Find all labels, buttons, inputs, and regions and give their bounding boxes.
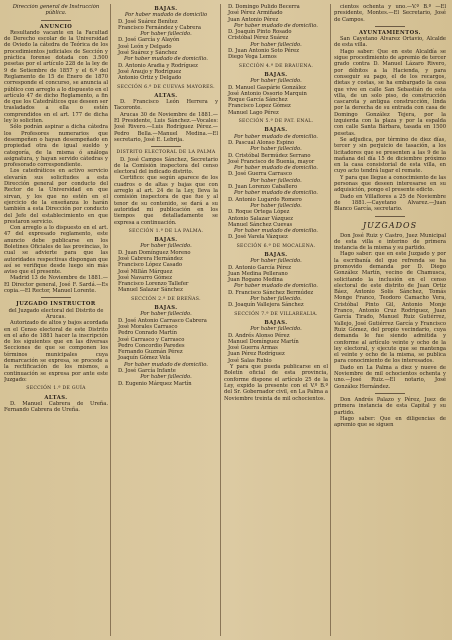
list-item: D. José Guerra Carrasco xyxy=(228,171,292,178)
paragraph: Y para que pueda publicarse en el Boletín oficial de esta provincia, conforme dispone el artículo 25 de la Ley, expido la presente con el V.º B.º del Sr. Gobernador civil, en La Palma a Noviembre treinta de mil ochocientos. xyxy=(224,364,328,402)
paragraph: Los catedráticos en activo servicio elevarán sus solicitudes a esta Dirección general por conducto del Rector de la Universidad en que sirvan, y los que no estén en el ejercicio de la enseñanza lo harán también a esta Dirección por conducto del Jefe del establecimiento en que prestaron servicio. xyxy=(4,168,108,225)
list-item: Francisco Lorenzo Tallefer xyxy=(118,281,189,288)
list-caption: Por haber fallecido. xyxy=(250,177,302,184)
paragraph: Autorizado de altos y bajos acordada en el Censo electoral de este Distrito en el año de 1881 hacer la inscripción de los siguientes que en las diversas Secciones de que se componen los términos municipales cuya demarcación se expresa, se procede a la rectificación de los mismos, a continuación se expresa por ante este Juzgado: xyxy=(4,320,108,383)
list-item: D. Cristóbal Bermúdez Serrano xyxy=(228,152,311,159)
paragraph: Resultando vacante en la Facultad de Derecho escolar de la Universidad de Oviedo la cátedra de Teórica de los procedimientos judiciales de Sección y práctica forense dotada con 3.500 pesetas por el artículo 228 de la ley de 9 de Setiembre de 1857 y el 6.º del Reglamento de 15 de Enero de 1870 corresponde el concurso, se anuncia al público con arreglo a lo dispuesto en el artículo 47 de dicho Reglamento, a fin de que los Catedráticos que deseen ser trasladados a ella o estén comprendidos en el art. 177 de dicha ley lo soliciten. xyxy=(4,29,108,125)
list-item: D. Domingo Pulido Becerra xyxy=(228,4,300,10)
paragraph: San Cayetano Alvarez Ortavio, Alcalde de esta villa. xyxy=(334,36,446,49)
paragraph: Hago saber: Que en este Alcaldía se sigue procedimiento de apremio de tercer grado contra D. Manuel Lázaro Rivero, por débitos a la Hacienda, y para conseguir su pago, el de los recargos, dietas y costas, se ha embargado la casa que vive en calle San Sebastián de esta villa, de un solo piso, de construcción cascarota y antigua construcción, linda por la derecha de su entrada con casa de Domingo González Tejera, por la izquierda con la plaza y por la espalda con calle Santa Bárbara, tasada en 1500 pesetas. xyxy=(334,48,446,137)
list-item: Roque García Sánchez xyxy=(228,97,288,104)
list-item: D. José Suárez Benítez xyxy=(118,18,178,25)
list-item: Francisco Fernández y Cabrera xyxy=(118,24,201,31)
list-caption: Por haber fallecido. xyxy=(140,374,192,381)
list-caption: Por haber fallecido. xyxy=(140,243,192,250)
list-item: Francisco López Casado xyxy=(118,262,183,269)
list-caption: Por haber mudado de domicilio xyxy=(124,12,208,19)
list-item: José León y Delgado xyxy=(118,43,172,50)
list-item: D. Joaquín Vallejera Sánchez xyxy=(228,302,304,309)
list-item: D. Francisco Sánchez Bermúdez xyxy=(228,289,314,296)
list-item: D. Juan Domínguez Moreno xyxy=(118,249,191,256)
list-item: Francisco Lopez Gómez xyxy=(228,103,291,110)
list-item: José Millán Márquez xyxy=(118,268,173,275)
divider xyxy=(375,393,405,394)
list-item: Manuel Lago Pérez xyxy=(228,109,279,116)
paragraph: D. José Campos Sánchez, Secretario de la Comisión inspectora del censo electoral del indicado distrito. xyxy=(114,156,218,176)
paragraph: Don José Ruiz y Castro, Juez Municipal de esta villa e interino de primera instancia de la misma y su partido. xyxy=(334,232,446,252)
list-item: José Salas Rubio xyxy=(228,357,272,364)
list-item: José Guerra Armas xyxy=(228,345,278,352)
paragraph: D. Francisco León Herrera y Tacoronte. xyxy=(114,99,218,112)
subheading: ALTAS. xyxy=(154,92,178,99)
notice-title: JUZGADO INSTRUCTOR xyxy=(16,301,96,308)
subheading: BAJAS. xyxy=(264,71,288,78)
paragraph: Arucas 30 de Noviembre de 1881.—El Presidente, Luis Sánchez.—Vocales: José Rivero.—Luis Rodríguez Pérez.—Pedro Bella.—Manuel Medina.—El secretario, José E. Lebrija. xyxy=(114,111,218,143)
list-item: D. José Antonio Carrasco Cabrera xyxy=(118,317,207,324)
list-item: José Carrasco y Carrasco xyxy=(118,336,185,343)
list-caption: Por haber fallecido. xyxy=(140,31,192,38)
list-caption: Por haber mudado de domicilio. xyxy=(124,56,208,63)
column-divider xyxy=(110,4,111,636)
divider xyxy=(375,26,405,27)
list-item: Juan Pérez Rodríguez xyxy=(228,351,285,358)
list-item: Cristóbal Pérez Suárez xyxy=(228,35,289,42)
paragraph: Madrid 13 de Noviembre de 1881.—El Director general, José F. Sardá.—Es copia.—El Rector, Manuel Lorente. xyxy=(4,275,108,295)
list-item: D. Joaquín Pinto Rosado xyxy=(228,29,292,36)
list-item: D. Juan Lorenzo Caballero xyxy=(228,184,298,191)
list-caption: Por haber mudado de domicilio. xyxy=(124,361,208,368)
list-item: Antonio Ortiz y Delgado xyxy=(118,75,182,82)
list-item: José Suárez y Sánchez xyxy=(118,50,178,57)
column-1 xyxy=(4,4,108,636)
list-caption: Por haber fallecido. xyxy=(250,296,302,303)
section-heading: AYUNTAMIENTOS. xyxy=(359,29,421,36)
list-item: José Morales Carrasco xyxy=(118,323,178,330)
list-caption: Por haber fallecido. xyxy=(250,202,302,209)
paragraph: Hago saber: Que en diligencias de apremio que se siguen xyxy=(334,415,446,429)
paragraph: D. Manuel Cabrera de Ureña. Fernando Cabrera de Ureña. xyxy=(4,400,108,414)
list-item: D. Antonio García Pérez xyxy=(228,264,291,271)
list-item: D. José García y Alayón xyxy=(118,37,180,44)
section-label: SECCIÓN 5.ª DE PAT. ENAL. xyxy=(238,119,314,125)
list-caption: Por haber mudado de domicilio. xyxy=(234,165,318,172)
list-item: D. Antonio Aradia y Rodríguez xyxy=(118,62,198,69)
list-item: Pedro Conrado Martín xyxy=(118,330,177,337)
list-caption: Por haber mudado de domicilio. xyxy=(234,228,318,235)
section-label: SECCIÓN 4.ª DE BRAUENA. xyxy=(238,63,314,69)
list-item: Fernando Guzmán Pérez xyxy=(118,349,183,356)
list-item: Diego Vega Lemos xyxy=(228,54,277,61)
subheading: del Juzgado electoral del Distrito de Arucas. xyxy=(8,307,104,320)
list-item: José Navarro Gómez xyxy=(118,274,172,281)
list-item: D. José Varela Vázquez xyxy=(228,234,288,241)
list-item: D. Pascual Alonso Espino xyxy=(228,139,295,146)
paragraph: Sólo podrán aspirar a dicha cátedra los Profesores numerarios que desempeñen o hayan desempeñado en propiedad otra de igual sueldo y categoría, de la misma ó análoga asignatura, y hayan servido cátedras y profesorado correspondiente. xyxy=(4,124,108,169)
subheading: BAJAS. xyxy=(154,237,178,244)
paragraph: Certifico: que según aparece de los cuadros o de altas y bajas que con arreglo al art. 24 de la Ley, lleva la comisión inspectora de que fue y al tenor de su contenido, se dará a su autoridad mi publicación en los tiempos que detalladamente se expresa a continuación. xyxy=(114,175,218,226)
column-3 xyxy=(224,4,328,636)
list-item: D. Manuel Gaspárie González xyxy=(228,84,306,91)
subheading: BAJAS. xyxy=(264,319,288,326)
list-item: José Araujo y Rodríguez xyxy=(118,68,182,75)
subheading: BAJAS. xyxy=(264,127,288,134)
section-label: SECCIÓN 1.ª DE LA PALMA. xyxy=(128,228,204,234)
notice-title: DISTRITO ELECTORAL DE LA PALMA xyxy=(116,150,216,156)
divider xyxy=(375,216,405,217)
list-item: Juan Medina Pellerano xyxy=(228,270,288,277)
list-caption: Por haber fallecido. xyxy=(250,78,302,85)
paragraph: Dado en La Palma a diez y nueve de Noviembre de mil ochocientos ochenta y uno.—José Ruiz.—El notario, José González Hernández. xyxy=(334,364,446,390)
list-item: Manuel Domínguez Martín xyxy=(228,338,299,345)
list-item: José Pérez Armiñado xyxy=(228,10,283,17)
list-item: José Francisco de Buenía, mayor xyxy=(228,158,315,165)
list-item: D. Eugenio Márquez Martín xyxy=(118,380,192,387)
list-caption: Por haber fallecido. xyxy=(140,311,192,318)
list-item: Pedro Concordio Paredes xyxy=(118,342,185,349)
section-label: SECCIÓN 6.ª DE CUEVAS MAYORES. xyxy=(117,84,215,90)
column-divider xyxy=(220,4,221,636)
list-caption: Por haber fallecido. xyxy=(250,326,302,333)
list-item: D. José García Infante xyxy=(118,368,176,375)
subheading: BAJAS. xyxy=(154,305,178,312)
list-item: Juan Rogano Medina xyxy=(228,277,283,284)
paragraph: cientos ochenta y uno.—V.º B.º —El presidente, Montes.—El Secretario, José de Campos. xyxy=(334,4,446,23)
list-caption: Por haber mudado de domicilio. xyxy=(234,283,318,290)
list-item: Juan Antonio Pérez xyxy=(228,16,279,23)
list-item: Manuel Salazar Sánchez xyxy=(118,287,183,294)
list-item: D. Juan Antonio Soto Pérez xyxy=(228,48,299,55)
list-caption: Por haber mudado de domicilio. xyxy=(234,133,318,140)
list-item: Antonio Salazar Vázquez xyxy=(228,215,293,222)
section-heading: Dirección general de Instrucción pública. xyxy=(12,4,100,17)
paragraph: Hago saber: que en este Juzgado y por la escribanía del que refrenda se ha promovido demanda por D. Diego González Martín, vecino de Chamusca, solicitando la inclusión en el censo electoral de este distrito de Juan Ortiz Báez, Antonio Solís Sánchez, Tomás Monge Franco, Teodoro Camacho Vera, Cristóbal Pinto Gil, Antonio Monje Franco, Antonio Cruz Rodríguez, Juan García Tirado, Manuel Ruiz Gutiérrez, Vallejo, José Gutiérrez García y Francisco Ruiz Gómez, del propio vecindario, cuya demanda le fue siendo admitida y conforme al artículo veinte y ocho de la ley electoral, y ejecute que se mantenga el veinte y ocho de la misma, se publica para conocimiento de los interesados. xyxy=(334,251,446,365)
subheading: BAJAS. xyxy=(264,251,288,258)
list-item: Manuel Sánchez Cuevas xyxy=(228,221,293,228)
list-caption: Por haber mudado de domicilio. xyxy=(234,190,318,197)
list-caption: Por haber mudado de domicilio. xyxy=(234,22,318,29)
section-label: SECCIÓN 7.ª DE VILLAREALIA. xyxy=(234,311,318,317)
paragraph: Se adjudica, por término de diez días, tercer y sin perjuicio de tasación, a los licitadores que se presenten a las 9 de la mañana del día 15 de diciembre próximo en la casa consistorial de esta villa, en cuyo acto tendrá lugar el remate. xyxy=(334,136,446,175)
list-caption: Por haber fallecido. xyxy=(250,41,302,48)
paragraph: Con arreglo a lo dispuesto en el art. 47 del expresado reglamento, este anuncio debe publicarse en los Boletines Oficiales de las provincias, lo cual se advierte para que las autoridades respectivas dispongan que así se verifique desde luego sin más aviso que el presente. xyxy=(4,225,108,276)
section-heading: JUZGADOS xyxy=(362,220,418,230)
column-4 xyxy=(334,4,446,636)
subheading: ALTAS. xyxy=(44,394,68,401)
list-caption: Por haber fallecido. xyxy=(250,258,302,265)
list-item: Joaquín Gómez Vela xyxy=(118,355,171,362)
divider xyxy=(151,146,181,147)
list-item: José Antonio Ossorio Marquin xyxy=(228,90,307,97)
section-label: SECCIÓN 2.ª DE BREÑAS. xyxy=(131,296,201,302)
list-item: José Cabrera Hernández xyxy=(118,255,183,262)
list-caption: Por haber fallecido. xyxy=(250,146,302,153)
column-2 xyxy=(114,4,218,636)
section-label: SECCIÓN 1.ª DE GUÍA xyxy=(26,386,86,392)
divider xyxy=(41,20,71,21)
divider xyxy=(41,297,71,298)
subheading: BAJAS. xyxy=(154,6,178,12)
paragraph: Don Andrés Palazo y Pérez, Juez de primera instancia de esta Capital y su partido. xyxy=(334,396,446,416)
paragraph: Y para que llegue a conocimiento de las personas que deseen interesarse en su adquisición, pongo el presente edicto. xyxy=(334,174,446,194)
section-label: SECCIÓN 6.ª DE MOCALENA. xyxy=(236,243,316,249)
list-item: D. Roque Ortega López xyxy=(228,209,290,216)
list-item: D. Andrés Alonso Pérez xyxy=(228,332,290,339)
notice-title: ANUNCIO xyxy=(39,23,73,30)
list-item: D. Antonio Lugardo Romero xyxy=(228,196,302,203)
paragraph: Dado en Villaflores a 25 de Noviembre de 1881.—Cayetano Alvarez.—Juan Blanco García, secretario. xyxy=(334,193,446,213)
column-divider xyxy=(330,4,331,636)
